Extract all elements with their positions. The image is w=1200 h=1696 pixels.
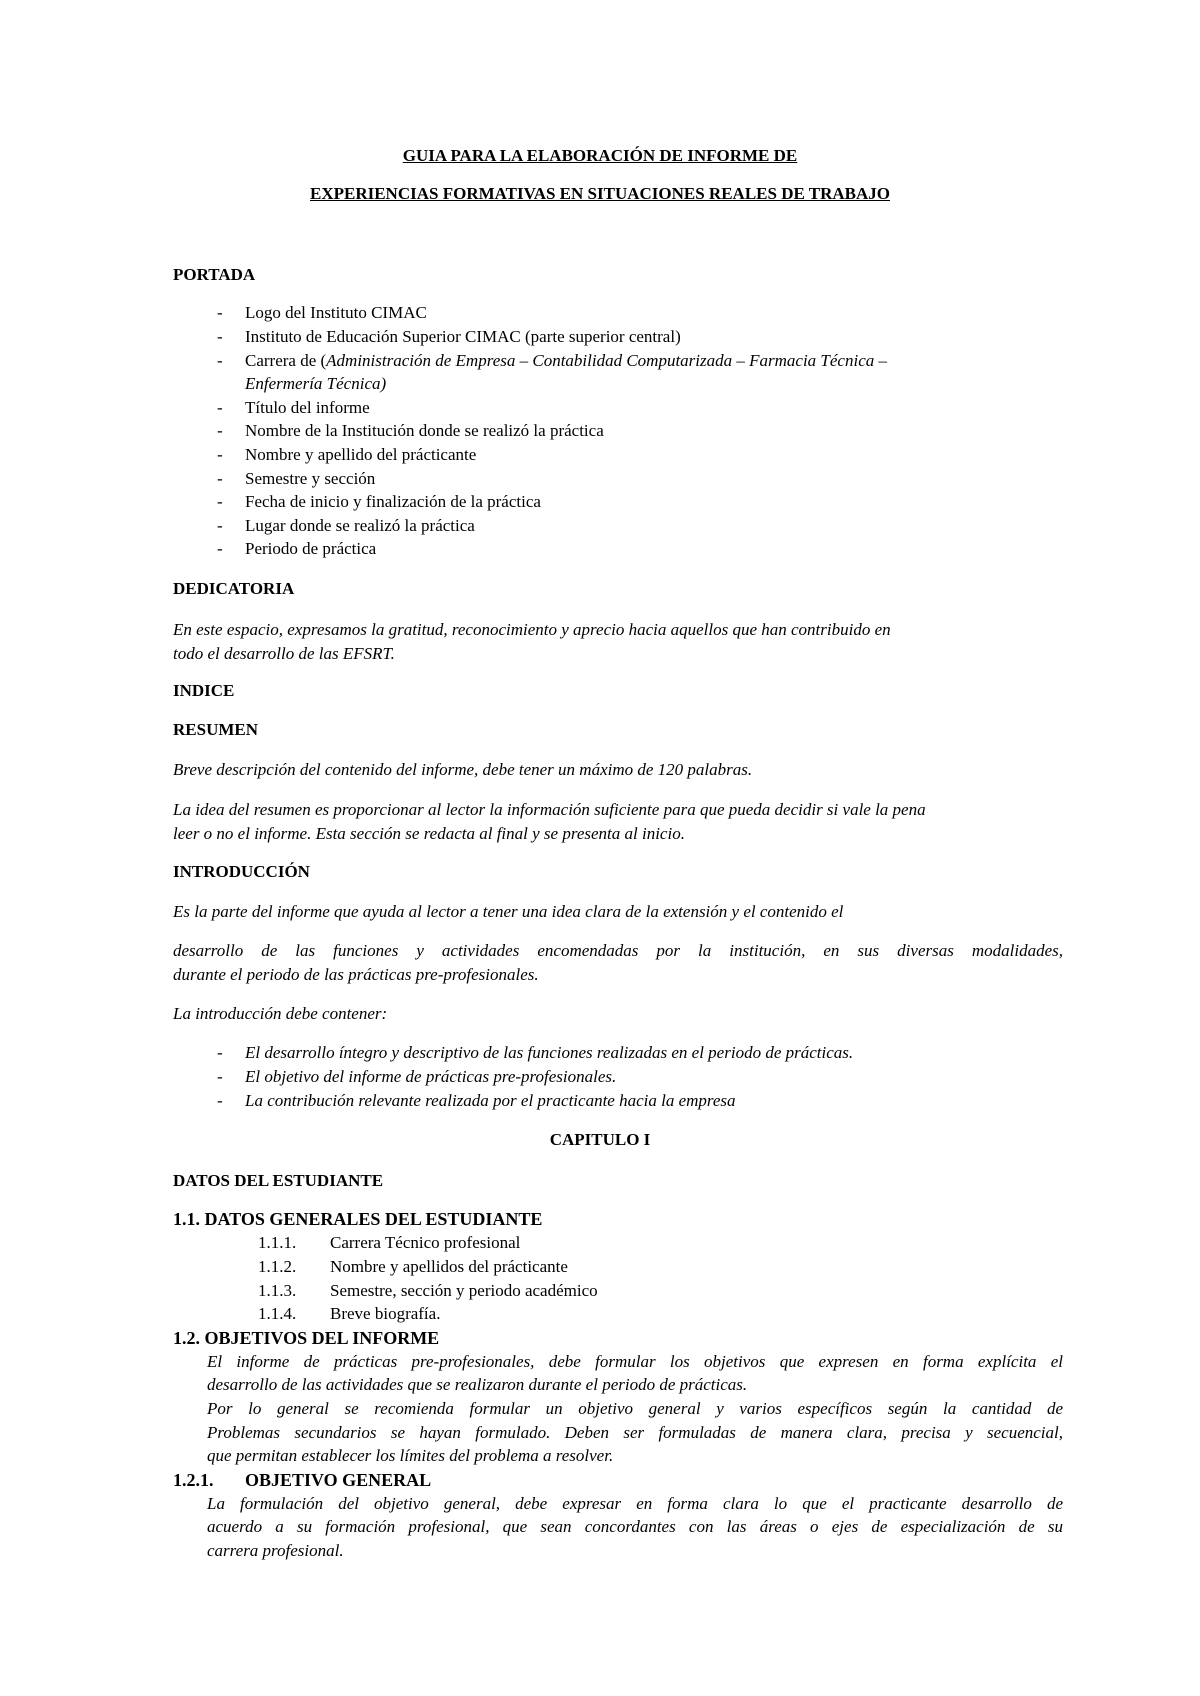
- portada-item-text: Lugar donde se realizó la práctica: [245, 516, 475, 535]
- portada-item-text: Título del informe: [245, 398, 370, 417]
- section-1-2-line-2: desarrollo de las actividades que se realizaron durante el periodo de prácticas.: [207, 1375, 748, 1394]
- item-text: Breve biografía.: [330, 1304, 441, 1323]
- resumen-paragraph-2-line-1: La idea del resumen es proporcionar al lector la información suficiente para que pueda decidir si vale la pena: [173, 800, 926, 819]
- introduccion-paragraph-2-line-2: durante el periodo de las prácticas pre-profesionales.: [173, 965, 539, 984]
- resumen-paragraph-2-line-2: leer o no el informe. Esta sección se redacta al final y se presenta al inicio.: [173, 824, 685, 843]
- section-1-2-line-1: El informe de prácticas pre-profesionales, debe formular los objetivos que expresen en forma explícita el: [207, 1352, 1063, 1371]
- bullet-dash: -: [217, 492, 223, 511]
- section-number: 1.2.1.: [173, 1470, 214, 1490]
- portada-item-text: Logo del Instituto CIMAC: [245, 303, 427, 322]
- introduccion-paragraph-2-line-1: desarrollo de las funciones y actividades encomendadas por la institución, en sus diversas modalidades,: [173, 941, 1063, 960]
- capitulo-heading: CAPITULO I: [549, 1130, 651, 1149]
- portada-item-text: Nombre de la Institución donde se realizó la práctica: [245, 421, 604, 440]
- bullet-dash: -: [217, 1067, 223, 1086]
- item-text: Nombre y apellidos del prácticante: [330, 1257, 568, 1276]
- introduccion-item-text: El objetivo del informe de prácticas pre-profesionales.: [245, 1067, 617, 1086]
- resumen-heading: RESUMEN: [173, 720, 259, 739]
- bullet-dash: -: [217, 539, 223, 558]
- introduccion-item-text: El desarrollo íntegro y descriptivo de las funciones realizadas en el periodo de prácticas.: [245, 1043, 854, 1062]
- portada-item-text: Periodo de práctica: [245, 539, 377, 558]
- item-number: 1.1.4.: [258, 1304, 297, 1323]
- item-text: Semestre, sección y periodo académico: [330, 1281, 598, 1300]
- portada-item-text: Carrera de (: [245, 351, 327, 370]
- bullet-dash: -: [217, 327, 223, 346]
- portada-item-text: Nombre y apellido del prácticante: [245, 445, 477, 464]
- bullet-dash: -: [217, 1043, 223, 1062]
- bullet-dash: -: [217, 1091, 223, 1110]
- section-1-2-1-line-1: La formulación del objetivo general, debe expresar en forma clara lo que el practicante desarrollo de: [207, 1494, 1063, 1513]
- section-1-2-line-5: que permitan establecer los límites del problema a resolver.: [207, 1446, 614, 1465]
- section-1-1-heading: 1.1. DATOS GENERALES DEL ESTUDIANTE: [173, 1209, 543, 1229]
- dedicatoria-text-line-1: En este espacio, expresamos la gratitud, reconocimiento y aprecio hacia aquellos que han contribuido en: [173, 620, 891, 639]
- bullet-dash: -: [217, 469, 223, 488]
- item-text: Carrera Técnico profesional: [330, 1233, 521, 1252]
- item-number: 1.1.2.: [258, 1257, 297, 1276]
- introduccion-paragraph-1: Es la parte del informe que ayuda al lector a tener una idea clara de la extensión y el contenido el: [173, 902, 844, 921]
- document-title-line-2: EXPERIENCIAS FORMATIVAS EN SITUACIONES REALES DE TRABAJO: [309, 184, 891, 203]
- portada-heading: PORTADA: [173, 265, 256, 284]
- document-title-line-1: GUIA PARA LA ELABORACIÓN DE INFORME DE: [402, 146, 798, 165]
- portada-item-text: Fecha de inicio y finalización de la práctica: [245, 492, 541, 511]
- resumen-paragraph-1: Breve descripción del contenido del informe, debe tener un máximo de 120 palabras.: [173, 760, 753, 779]
- introduccion-heading: INTRODUCCIÓN: [173, 862, 310, 881]
- section-title: OBJETIVO GENERAL: [245, 1470, 432, 1490]
- section-1-2-1-line-3: carrera profesional.: [207, 1541, 344, 1560]
- carreras-list-line-2: Enfermería Técnica): [245, 374, 387, 393]
- portada-item-text: Semestre y sección: [245, 469, 376, 488]
- datos-estudiante-heading: DATOS DEL ESTUDIANTE: [173, 1171, 384, 1190]
- carreras-list-line-1: Administración de Empresa – Contabilidad Computarizada – Farmacia Técnica –: [326, 351, 887, 370]
- dedicatoria-heading: DEDICATORIA: [173, 579, 295, 598]
- bullet-dash: -: [217, 445, 223, 464]
- bullet-dash: -: [217, 516, 223, 535]
- section-1-2-line-4: Problemas secundarios se hayan formulado. Deben ser formuladas de manera clara, precisa y secuencial,: [207, 1423, 1063, 1442]
- bullet-dash: -: [217, 303, 223, 322]
- dedicatoria-text-line-2: todo el desarrollo de las EFSRT.: [173, 644, 395, 663]
- item-number: 1.1.1.: [258, 1233, 297, 1252]
- bullet-dash: -: [217, 351, 223, 370]
- portada-item-text: Instituto de Educación Superior CIMAC (parte superior central): [245, 327, 681, 346]
- bullet-dash: -: [217, 421, 223, 440]
- section-1-2-heading: 1.2. OBJETIVOS DEL INFORME: [173, 1328, 440, 1348]
- introduccion-paragraph-3: La introducción debe contener:: [173, 1004, 388, 1023]
- bullet-dash: -: [217, 398, 223, 417]
- section-1-2-1-line-2: acuerdo a su formación profesional, que sean concordantes con las áreas o ejes de especialización de su: [207, 1517, 1063, 1536]
- indice-heading: INDICE: [173, 681, 235, 700]
- item-number: 1.1.3.: [258, 1281, 297, 1300]
- introduccion-item-text: La contribución relevante realizada por el practicante hacia la empresa: [245, 1091, 736, 1110]
- section-1-2-line-3: Por lo general se recomienda formular un objetivo general y varios específicos según la cantidad de: [207, 1399, 1063, 1418]
